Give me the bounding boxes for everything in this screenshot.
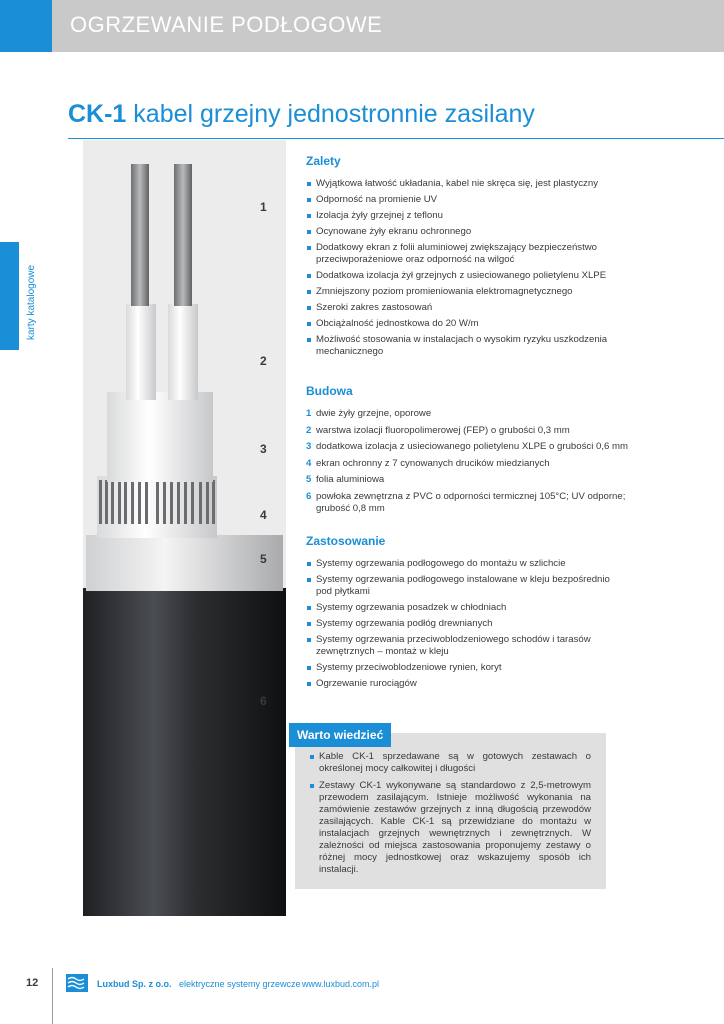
header-title: OGRZEWANIE PODŁOGOWE xyxy=(70,12,383,37)
list-item: Odporność na promienie UV xyxy=(306,194,624,206)
list-item xyxy=(306,491,636,515)
zalety-list xyxy=(306,178,624,358)
side-tab-marker xyxy=(0,242,19,350)
title-divider xyxy=(68,138,724,139)
info-box xyxy=(295,733,606,889)
item-text: dwie żyły grzejne, oporowe xyxy=(316,408,432,419)
list-item: Systemy przeciwoblodzeniowe rynien, koryt xyxy=(306,662,616,674)
list-item xyxy=(306,474,636,486)
list-item: Ocynowane żyły ekranu ochronnego xyxy=(306,226,624,238)
footer-url[interactable]: www.luxbud.com.pl xyxy=(302,979,380,989)
section-title: Zastosowanie xyxy=(306,534,386,548)
cable-diagram xyxy=(83,140,286,916)
company-logo-icon xyxy=(66,974,88,992)
info-list xyxy=(309,751,591,881)
zastosowanie-list xyxy=(306,558,616,690)
list-item: Systemy ogrzewania posadzek w chłodniach xyxy=(306,602,616,614)
side-label: karty katalogowe xyxy=(26,264,37,340)
list-item: Izolacja żyły grzejnej z teflonu xyxy=(306,210,624,222)
cable-label-2: 2 xyxy=(260,354,267,368)
list-item xyxy=(306,408,636,420)
item-text: dodatkowa izolacja z usieciowanego polietylenu XLPE o grubości 0,6 mm xyxy=(316,441,628,452)
item-text: warstwa izolacji fluoropolimerowej (FEP) o grubości 0,3 mm xyxy=(316,424,570,436)
list-item: Dodatkowa izolacja żył grzejnych z usieciowanego polietylenu XLPE xyxy=(306,270,624,282)
list-item: Kable CK-1 sprzedawane są w gotowych zestawach o określonej mocy całkowitej i długości xyxy=(309,751,591,775)
cable-label-5: 5 xyxy=(260,552,267,566)
cable-label-4: 4 xyxy=(260,508,267,522)
list-item: Zestawy CK-1 wykonywane są standardowo z 2,5-metrowym przewodem zasilającym. Istnieje możliwość wykonania na zamówienie zestawów grzejnych z inną długością przewodów zasilających. Kable CK-1 są przewidziane do montażu w instalacjach grzejnych wewnętrznych i zewnętrznych. W zależności od miejsca zastosowania proponujemy zestawy o różnej mocy jednostkowej oraz wskazujemy sposób ich instalacji. xyxy=(309,780,591,876)
item-text: powłoka zewnętrzna z PVC o odporności termicznej 105°C; UV odporne; grubość 0,8 mm xyxy=(316,490,626,514)
product-code: CK-1 xyxy=(68,100,127,128)
list-item: Wyjątkowa łatwość układania, kabel nie skręca się, jest plastyczny xyxy=(306,178,624,190)
section-title: Zalety xyxy=(306,154,341,168)
list-item: Systemy ogrzewania podłóg drewnianych xyxy=(306,618,616,630)
item-number: 4 xyxy=(306,457,312,469)
list-item: Systemy ogrzewania podłogowego instalowane w kleju bezpośrednio pod płytkami xyxy=(306,574,616,598)
list-item: Zmniejszony poziom promieniowania elektromagnetycznego xyxy=(306,286,624,298)
footer-tagline: elektryczne systemy grzewcze xyxy=(179,979,301,989)
item-number: 1 xyxy=(306,408,312,419)
item-number: 3 xyxy=(306,441,312,452)
item-text: ekran ochronny z 7 cynowanych drucików miedzianych xyxy=(316,457,550,469)
item-number: 6 xyxy=(306,490,312,502)
list-item: Obciążalność jednostkowa do 20 W/m xyxy=(306,318,624,330)
item-text: folia aluminiowa xyxy=(316,474,385,485)
budowa-list xyxy=(306,408,636,515)
cable-label-6: 6 xyxy=(260,694,267,708)
page-title xyxy=(68,100,535,129)
section-title: Budowa xyxy=(306,384,353,398)
cable-illustration xyxy=(83,140,286,916)
list-item xyxy=(306,441,636,453)
item-number: 5 xyxy=(306,474,312,485)
list-item xyxy=(306,458,636,470)
info-box-title: Warto wiedzieć xyxy=(289,723,391,747)
section-zastosowanie xyxy=(306,534,616,694)
section-zalety xyxy=(306,154,624,362)
section-budowa xyxy=(306,384,636,519)
list-item xyxy=(306,425,636,437)
list-item: Szeroki zakres zastosowań xyxy=(306,302,624,314)
list-item: Systemy ogrzewania przeciwoblodzeniowego schodów i tarasów zewnętrznych – montaż w kleju xyxy=(306,634,616,658)
list-item: Systemy ogrzewania podłogowego do montażu w szlichcie xyxy=(306,558,616,570)
page-title-text: kabel grzejny jednostronnie zasilany xyxy=(126,100,535,128)
cable-label-1: 1 xyxy=(260,200,267,214)
page-number: 12 xyxy=(26,977,39,989)
list-item: Dodatkowy ekran z folii aluminiowej zwiększający bezpieczeństwo przeciwporażeniowe oraz odporność na wilgoć xyxy=(306,242,624,266)
list-item: Ogrzewanie rurociągów xyxy=(306,678,616,690)
footer-company: Luxbud Sp. z o.o. xyxy=(97,979,172,989)
header-accent-block xyxy=(0,0,52,52)
cable-label-3: 3 xyxy=(260,442,267,456)
footer-divider xyxy=(52,968,53,1024)
item-number: 2 xyxy=(306,424,312,436)
list-item: Możliwość stosowania w instalacjach o wysokim ryzyku uszkodzenia mechanicznego xyxy=(306,334,624,358)
